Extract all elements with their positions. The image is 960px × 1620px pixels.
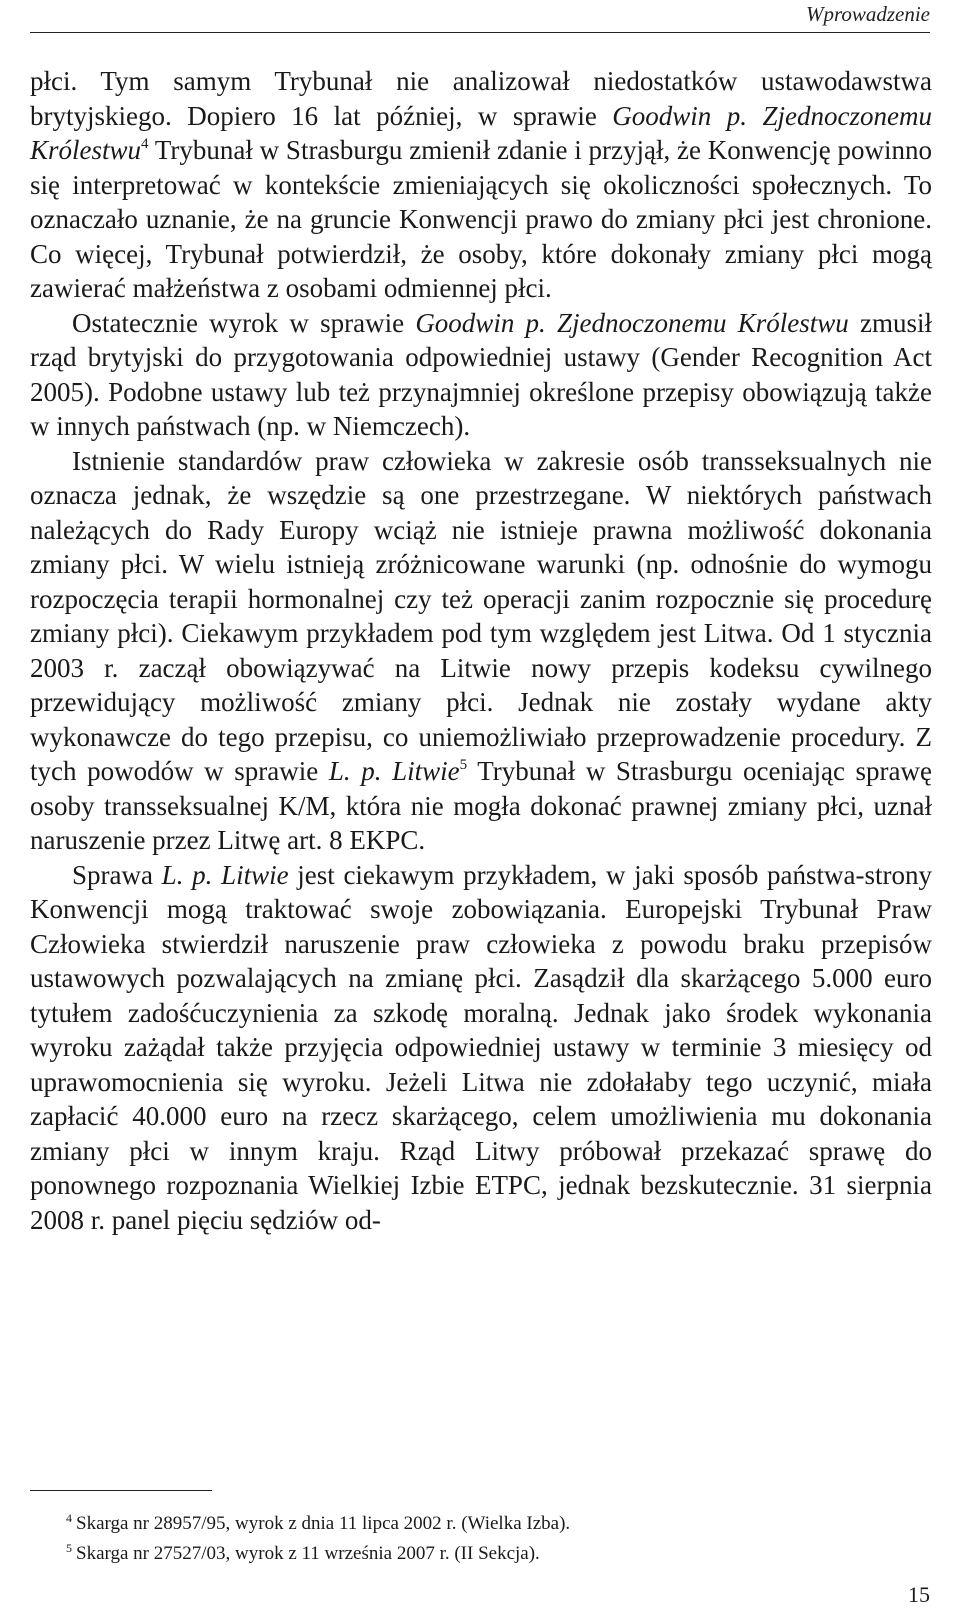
case-name: Goodwin p. Zjednoczonemu Królestwu [415, 307, 849, 338]
footnote-rule [30, 1490, 212, 1491]
p1-text-b: Trybunał w Strasburgu zmienił zdanie i przyjął, że Konwencję powinno się interpretować w kontekście zmieniających się okoliczności społecznych. To oznaczało uznanie, że na gruncie Konwencji prawo do zmiany płci jest chronione. Co więcej, Trybunał potwierdził, że osoby, które dokonały zmiany płci mogą zawierać małżeństwa z osobami odmiennej płci. [30, 135, 932, 303]
footnote-ref: 5 [459, 757, 468, 773]
header-rule [30, 32, 930, 33]
footnote-text: Skarga nr 28957/95, wyrok z dnia 11 lipca 2002 r. (Wielka Izba). [76, 1513, 571, 1534]
main-text [30, 64, 932, 1237]
paragraph-1 [30, 64, 932, 306]
footnotes [66, 1509, 926, 1569]
footnote-ref: 4 [141, 136, 149, 152]
footnote-number: 5 [66, 1541, 72, 1555]
footnote [66, 1509, 926, 1539]
p2-text-a: Ostatecznie wyrok w sprawie [72, 307, 416, 338]
page-number: 15 [908, 1582, 930, 1607]
paragraph-3 [30, 444, 932, 858]
p2-text-b: zmusił rząd brytyjski do przygotowania odpowiedniej ustawy (Gender Recognition Act 2005). Podobne ustawy lub też przynajmniej określone przepisy obowiązują także w innych państwach (np. w Niemczech). [30, 307, 932, 441]
p3-text-a: Istnienie standardów praw człowieka w zakresie osób transseksualnych nie oznacza jednak, że wszędzie są one przestrzegane. W niektórych państwach należących do Rady Europy wciąż nie istnieje prawna możliwość dokonania zmiany płci. W wielu istnieją zróżnicowane warunki (np. odnośnie do wymogu rozpoczęcia terapii hormonalnej czy też operacji zanim rozpocznie się procedurę zmiany płci). Ciekawym przykładem pod tym względem jest Litwa. Od 1 stycznia 2003 r. zaczął obowiązywać na Litwie nowy przepis kodeksu cywilnego przewidujący możliwość zmiany płci. Jednak nie zostały wydane akty wykonawcze do tego przepisu, co uniemożliwiało przeprowadzenie procedury. Z tych powodów w sprawie [30, 445, 932, 786]
case-name: L. p. Litwie [328, 756, 460, 786]
paragraph-4 [30, 858, 932, 1238]
paragraph-2 [30, 306, 932, 444]
running-head: Wprowadzenie [805, 2, 930, 26]
p4-text-a: Sprawa [72, 859, 162, 890]
p3-text-b: Trybunał w Strasburgu oceniając sprawę osoby transseksualnej K/M, która nie mogła dokonać prawnej zmiany płci, uznał naruszenie przez Litwę art. 8 EKPC. [30, 756, 933, 855]
case-name: Goodwin p. Zjednoczonemu Królestwu [30, 100, 933, 165]
case-name: L. p. Litwie [161, 859, 289, 890]
p1-text-a: płci. Tym samym Trybunał nie analizował niedostatków ustawodawstwa brytyjskiego. Dopiero 16 lat później, w sprawie [30, 66, 932, 131]
footnote-text: Skarga nr 27527/03, wyrok z 11 września 2007 r. (II Sekcja). [76, 1543, 540, 1564]
footnote [66, 1539, 926, 1569]
footnote-number: 4 [66, 1511, 72, 1525]
p4-text-b: jest ciekawym przykładem, w jaki sposób państwa-strony Konwencji mogą traktować swoje zobowiązania. Europejski Trybunał Praw Człowieka stwierdził naruszenie praw człowieka z powodu braku przepisów ustawowych pozwalających na zmianę płci. Zasądził dla skarżącego 5.000 euro tytułem zadośćuczynienia za szkodę moralną. Jednak jako środek wykonania wyroku zażądał także przyjęcia odpowiedniej ustawy w terminie 3 miesięcy od uprawomocnienia się wyroku. Jeżeli Litwa nie zdołałaby tego uczynić, miała zapłacić 40.000 euro na rzecz skarżącego, celem umożliwienia mu dokonania zmiany płci w innym kraju. Rząd Litwy próbował przekazać sprawę do ponownego rozpoznania Wielkiej Izbie ETPC, jednak bezskutecznie. 31 sierpnia 2008 r. panel pięciu sędziów od- [30, 859, 932, 1235]
